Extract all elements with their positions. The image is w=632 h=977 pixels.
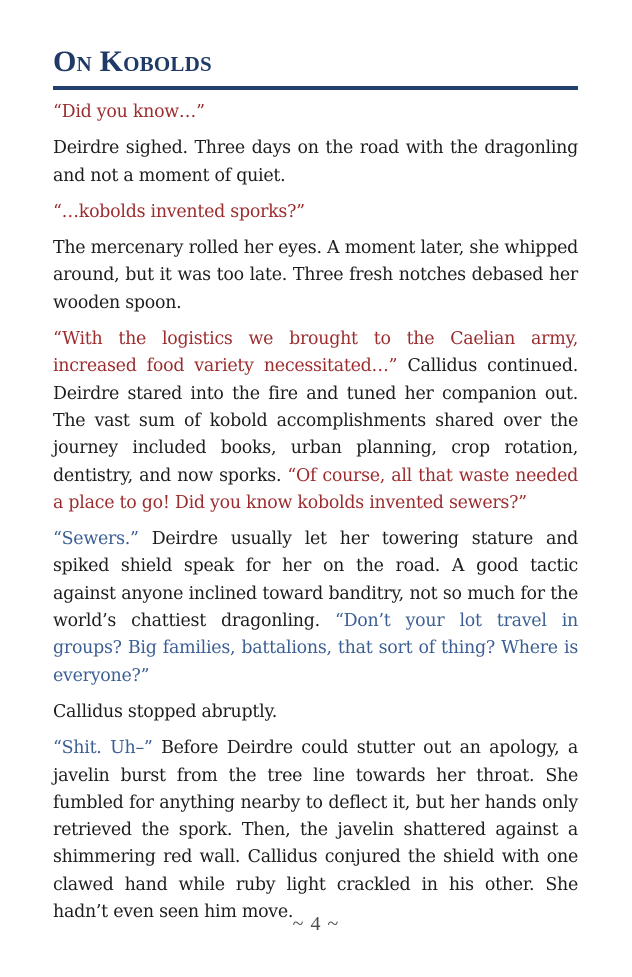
- paragraph: [53, 699, 578, 726]
- narration-span: Deirdre sighed. Three days on the road with the dragonling and not a moment of quiet.: [53, 138, 578, 186]
- paragraph: [53, 199, 578, 226]
- paragraph: [53, 735, 578, 926]
- dialogue-span: “Did you know…”: [53, 102, 205, 122]
- paragraph: [53, 135, 578, 190]
- narration-span: Before Deirdre could stutter out an apology, a javelin burst from the tree line towards her throat. She fumbled for anything nearby to deflect it, but her hands only retrieved the spork. Then, the javelin shattered against a shimmering red wall. Callidus conjured the shield with one clawed hand while ruby light crackled in his other. She hadn’t even seen him move.: [53, 738, 578, 923]
- page-number: ~ 4 ~: [292, 913, 340, 935]
- narration-span: The mercenary rolled her eyes. A moment later, she whipped around, but it was too late. Three fresh notches debased her wooden spoon.: [53, 238, 578, 313]
- paragraph: [53, 99, 578, 126]
- paragraph: [53, 526, 578, 690]
- narration-span: Callidus stopped abruptly.: [53, 701, 277, 722]
- chapter-title: On Kobolds: [53, 45, 212, 78]
- dialogue-span: “Don’t your lot travel in groups? Big families, battalions, that sort of thing? Where is everyone?”: [53, 611, 578, 686]
- dialogue-span: “Sewers.”: [53, 529, 139, 550]
- narration-span: Callidus continued. Deirdre stared into the fire and tuned her companion out. The vast sum of kobold accomplishments shared over the journey included books, urban planning, crop rotation, dentistry, and now sporks.: [53, 356, 578, 486]
- title-rule: [53, 86, 578, 90]
- dialogue-span: “…kobolds invented sporks?”: [53, 201, 305, 222]
- paragraph: [53, 326, 578, 517]
- page-body: [53, 44, 578, 926]
- dialogue-span: “With the logistics we brought to the Caelian army, increased food variety necessitated…”: [53, 329, 578, 377]
- paragraph: [53, 235, 578, 317]
- narration-span: Deirdre usually let her towering stature and spiked shield speak for her on the road. A good tactic against anyone inclined toward banditry, not so much for the world’s chattiest dragonling.: [53, 529, 578, 632]
- dialogue-span: “Of course, all that waste needed a place to go! Did you know kobolds invented sewers?”: [53, 465, 578, 513]
- dialogue-span: “Shit. Uh–”: [53, 738, 153, 759]
